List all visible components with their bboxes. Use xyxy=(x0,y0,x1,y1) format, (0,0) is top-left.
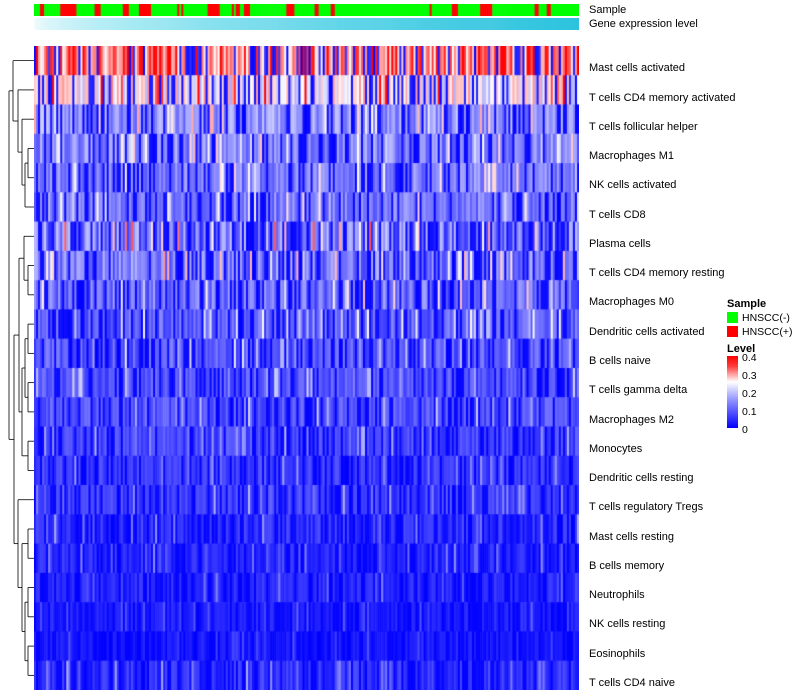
annotation-bar-sample xyxy=(34,4,579,16)
row-label: B cells memory xyxy=(589,559,665,572)
legend-title-sample: Sample xyxy=(727,298,767,310)
row-label: Macrophages M1 xyxy=(589,150,674,163)
row-label: Dendritic cells resting xyxy=(589,472,694,485)
row-label: T cells CD4 naive xyxy=(589,677,675,689)
annotation-bar-gene-expression xyxy=(34,18,579,30)
row-label: Mast cells resting xyxy=(589,530,674,543)
legend-tick: 0.1 xyxy=(742,406,757,418)
annotation-label-gene-expression: Gene expression level xyxy=(589,18,698,30)
row-label: Mast cells activated xyxy=(589,62,685,75)
row-dendrogram xyxy=(8,46,34,690)
row-label: NK cells activated xyxy=(589,179,677,192)
legend-tick: 0.2 xyxy=(742,388,757,400)
legend-tick: 0.4 xyxy=(742,352,757,364)
legend-label-hnscc-negative: HNSCC(-) xyxy=(742,312,790,324)
row-label: T cells CD4 memory activated xyxy=(589,91,736,104)
legend-title-level: Level xyxy=(727,343,756,355)
legend-tick: 0 xyxy=(742,424,748,436)
legend-label-hnscc-positive: HNSCC(+) xyxy=(742,326,793,338)
row-label: T cells CD4 memory resting xyxy=(589,267,725,280)
legend-tick: 0.3 xyxy=(742,370,757,382)
heatmap-matrix xyxy=(34,46,579,690)
legend-swatch-hnscc-negative xyxy=(727,312,738,323)
annotation-label-sample: Sample xyxy=(589,4,627,16)
legend-colorbar-level xyxy=(727,356,738,428)
row-label: B cells naive xyxy=(589,355,651,367)
legend-swatch-hnscc-positive xyxy=(727,326,738,337)
row-label: T cells regulatory Tregs xyxy=(589,501,704,514)
row-label: Neutrophils xyxy=(589,589,645,602)
row-label: Eosinophils xyxy=(589,647,646,660)
row-label: NK cells resting xyxy=(589,618,666,631)
row-label: Monocytes xyxy=(589,442,643,455)
row-label: Macrophages M0 xyxy=(589,296,674,309)
row-label: Dendritic cells activated xyxy=(589,325,705,338)
row-label: T cells gamma delta xyxy=(589,384,688,397)
row-label: T cells follicular helper xyxy=(589,120,698,133)
row-label: Macrophages M2 xyxy=(589,413,674,426)
row-label: Plasma cells xyxy=(589,237,651,250)
row-label: T cells CD8 xyxy=(589,208,646,221)
